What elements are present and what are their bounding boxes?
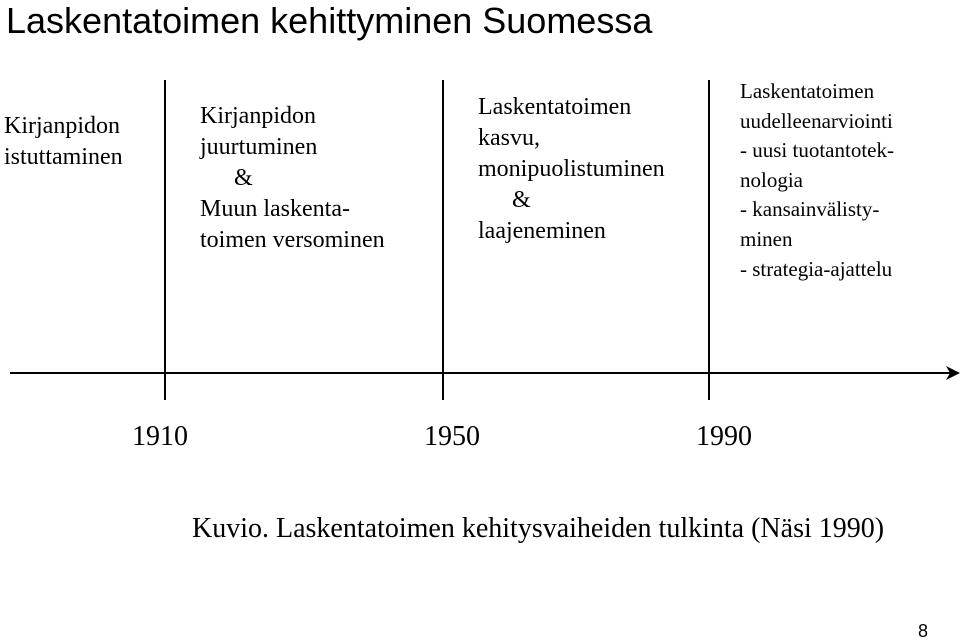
phase-line-ampersand: & (234, 165, 253, 191)
year-label-1990: 1990 (696, 421, 752, 452)
phase-line: laajeneminen (478, 218, 606, 244)
page-title: Laskentatoimen kehittyminen Suomessa (6, 0, 653, 41)
page-number: 8 (918, 621, 929, 641)
phase-line: minen (740, 226, 793, 251)
phase-line: nologia (740, 167, 803, 192)
phase-line: Kirjanpidon (200, 103, 316, 129)
phase-line: - strategia-ajattelu (740, 256, 893, 281)
phase-line-ampersand: & (512, 187, 531, 213)
phase-line: - uusi tuotantotek- (740, 138, 894, 163)
year-label-1910: 1910 (132, 421, 188, 452)
phase-line: toimen versominen (200, 227, 385, 253)
year-label-1950: 1950 (424, 421, 480, 452)
phase-line: Laskentatoimen (478, 94, 632, 120)
phase-line: kasvu, (478, 125, 540, 151)
phase-line: uudelleenarviointi (740, 108, 893, 133)
phase-line: - kansainvälisty- (740, 197, 880, 222)
phase-line: Laskentatoimen (740, 79, 875, 103)
phase-line: Muun laskenta- (200, 196, 350, 222)
phase-line: monipuolistuminen (478, 156, 665, 182)
figure-caption: Kuvio. Laskentatoimen kehitysvaiheiden tulkinta (Näsi 1990) (192, 513, 885, 544)
phase-line: juurtuminen (200, 134, 318, 160)
phase-line: Kirjanpidon (4, 113, 120, 139)
phase-line: istuttaminen (4, 144, 123, 170)
